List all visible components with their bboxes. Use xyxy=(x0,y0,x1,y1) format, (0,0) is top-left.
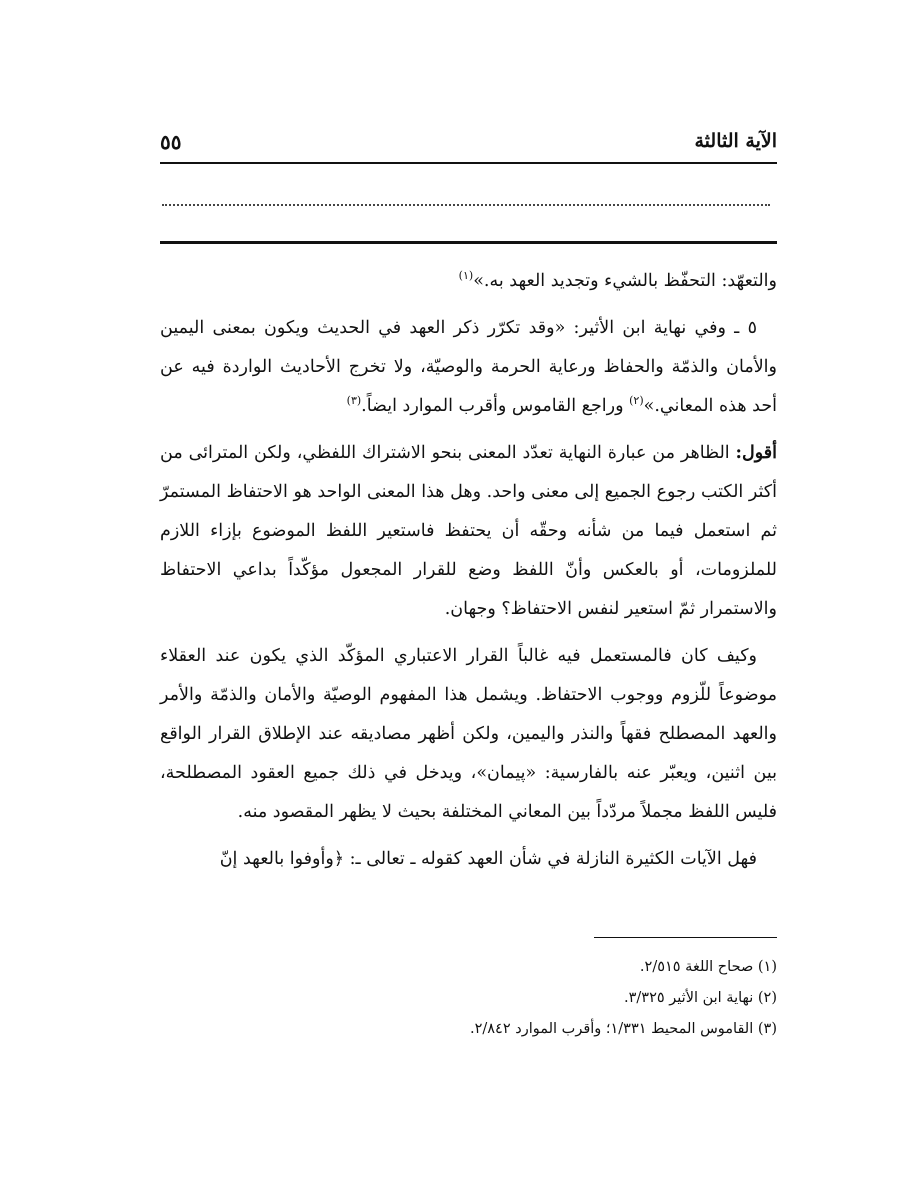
footnote-ref-3: (٣) xyxy=(346,394,362,408)
paragraph-3-text: الظاهر من عبارة النهاية تعدّد المعنى بنحو الاشتراك اللفظي، ولكن المترائى من أكثر الكتب رجوع الجميع إلى معنى واحد. وهل هذا المعنى الواحد هو الاحتفاظ المستمرّ ثم استعمل فيما من شأنه وحقّه أن يحتفظ فاستعير اللفظ الموضوع بإزاء اللازم للملزومات، أو بالعكس وأنّ اللفظ وضع للقرار المجعول مؤكّداً بداعي الاحتفاظ والاستمرار ثمّ استعير لنفس الاحتفاظ؟ وجهان. xyxy=(160,443,777,619)
paragraph-2-text: ٥ ـ وفي نهاية ابن الأثير: «وقد تكرّر ذكر العهد في الحديث ويكون بمعنى اليمين والأمان والذمّة والحفاظ ورعاية الحرمة والوصيّة، ولا تخرج الأحاديث الواردة فيه عن أحد هذه المعاني.» xyxy=(160,318,777,416)
page-number: ٥٥ xyxy=(160,130,182,154)
section-title: الآية الثالثة xyxy=(694,130,777,152)
paragraph-1-text: والتعهّد: التحفّظ بالشيء وتجديد العهد به.» xyxy=(473,271,777,291)
paragraph-3 xyxy=(160,434,777,629)
body-top-rule xyxy=(160,241,777,244)
footnote-1: (١) صحاح اللغة ٢/٥١٥. xyxy=(639,959,777,975)
paragraph-2 xyxy=(160,309,777,426)
footnote-ref-1: (١) xyxy=(458,269,474,283)
footnote-2: (٢) نهاية ابن الأثير ٣/٣٢٥. xyxy=(624,990,777,1006)
body-text xyxy=(160,262,777,887)
paragraph-1 xyxy=(160,262,777,301)
paragraph-4: وكيف كان فالمستعمل فيه غالباً القرار الاعتباري المؤكّد الذي يكون عند العقلاء موضوعاً للّزوم ووجوب الاحتفاظ. ويشمل هذا المفهوم الوصيّة والأمان والذمّة والأمر والعهد المصطلح فقهاً والنذر واليمين، ولكن أظهر مصاديقه عند الإطلاق القرار الواقع بين اثنين، ويعبّر عنه بالفارسية: «پيمان»، ويدخل في ذلك جميع العقود المصطلحة، فليس اللفظ مجملاً مردّداً بين المعاني المختلفة بحيث لا يظهر المقصود منه. xyxy=(160,646,777,822)
header-rule xyxy=(160,162,777,164)
paragraph-3-lead: أقول: xyxy=(735,443,777,463)
footnote-rule xyxy=(594,937,777,938)
paragraph-5: فهل الآيات الكثيرة النازلة في شأن العهد كقوله ـ تعالى ـ: ﴿وأوفوا بالعهد إنّ xyxy=(219,849,757,869)
dotted-separator xyxy=(162,204,770,206)
footnote-3: (٣) القاموس المحيط ١/٣٣١؛ وأقرب الموارد ٢/٨٤٢. xyxy=(469,1021,777,1037)
paragraph-2-tail: وراجع القاموس وأقرب الموارد ايضاً. xyxy=(361,396,630,416)
footnotes xyxy=(160,952,777,1045)
running-header xyxy=(160,130,777,160)
footnote-ref-2: (٢) xyxy=(629,394,644,408)
